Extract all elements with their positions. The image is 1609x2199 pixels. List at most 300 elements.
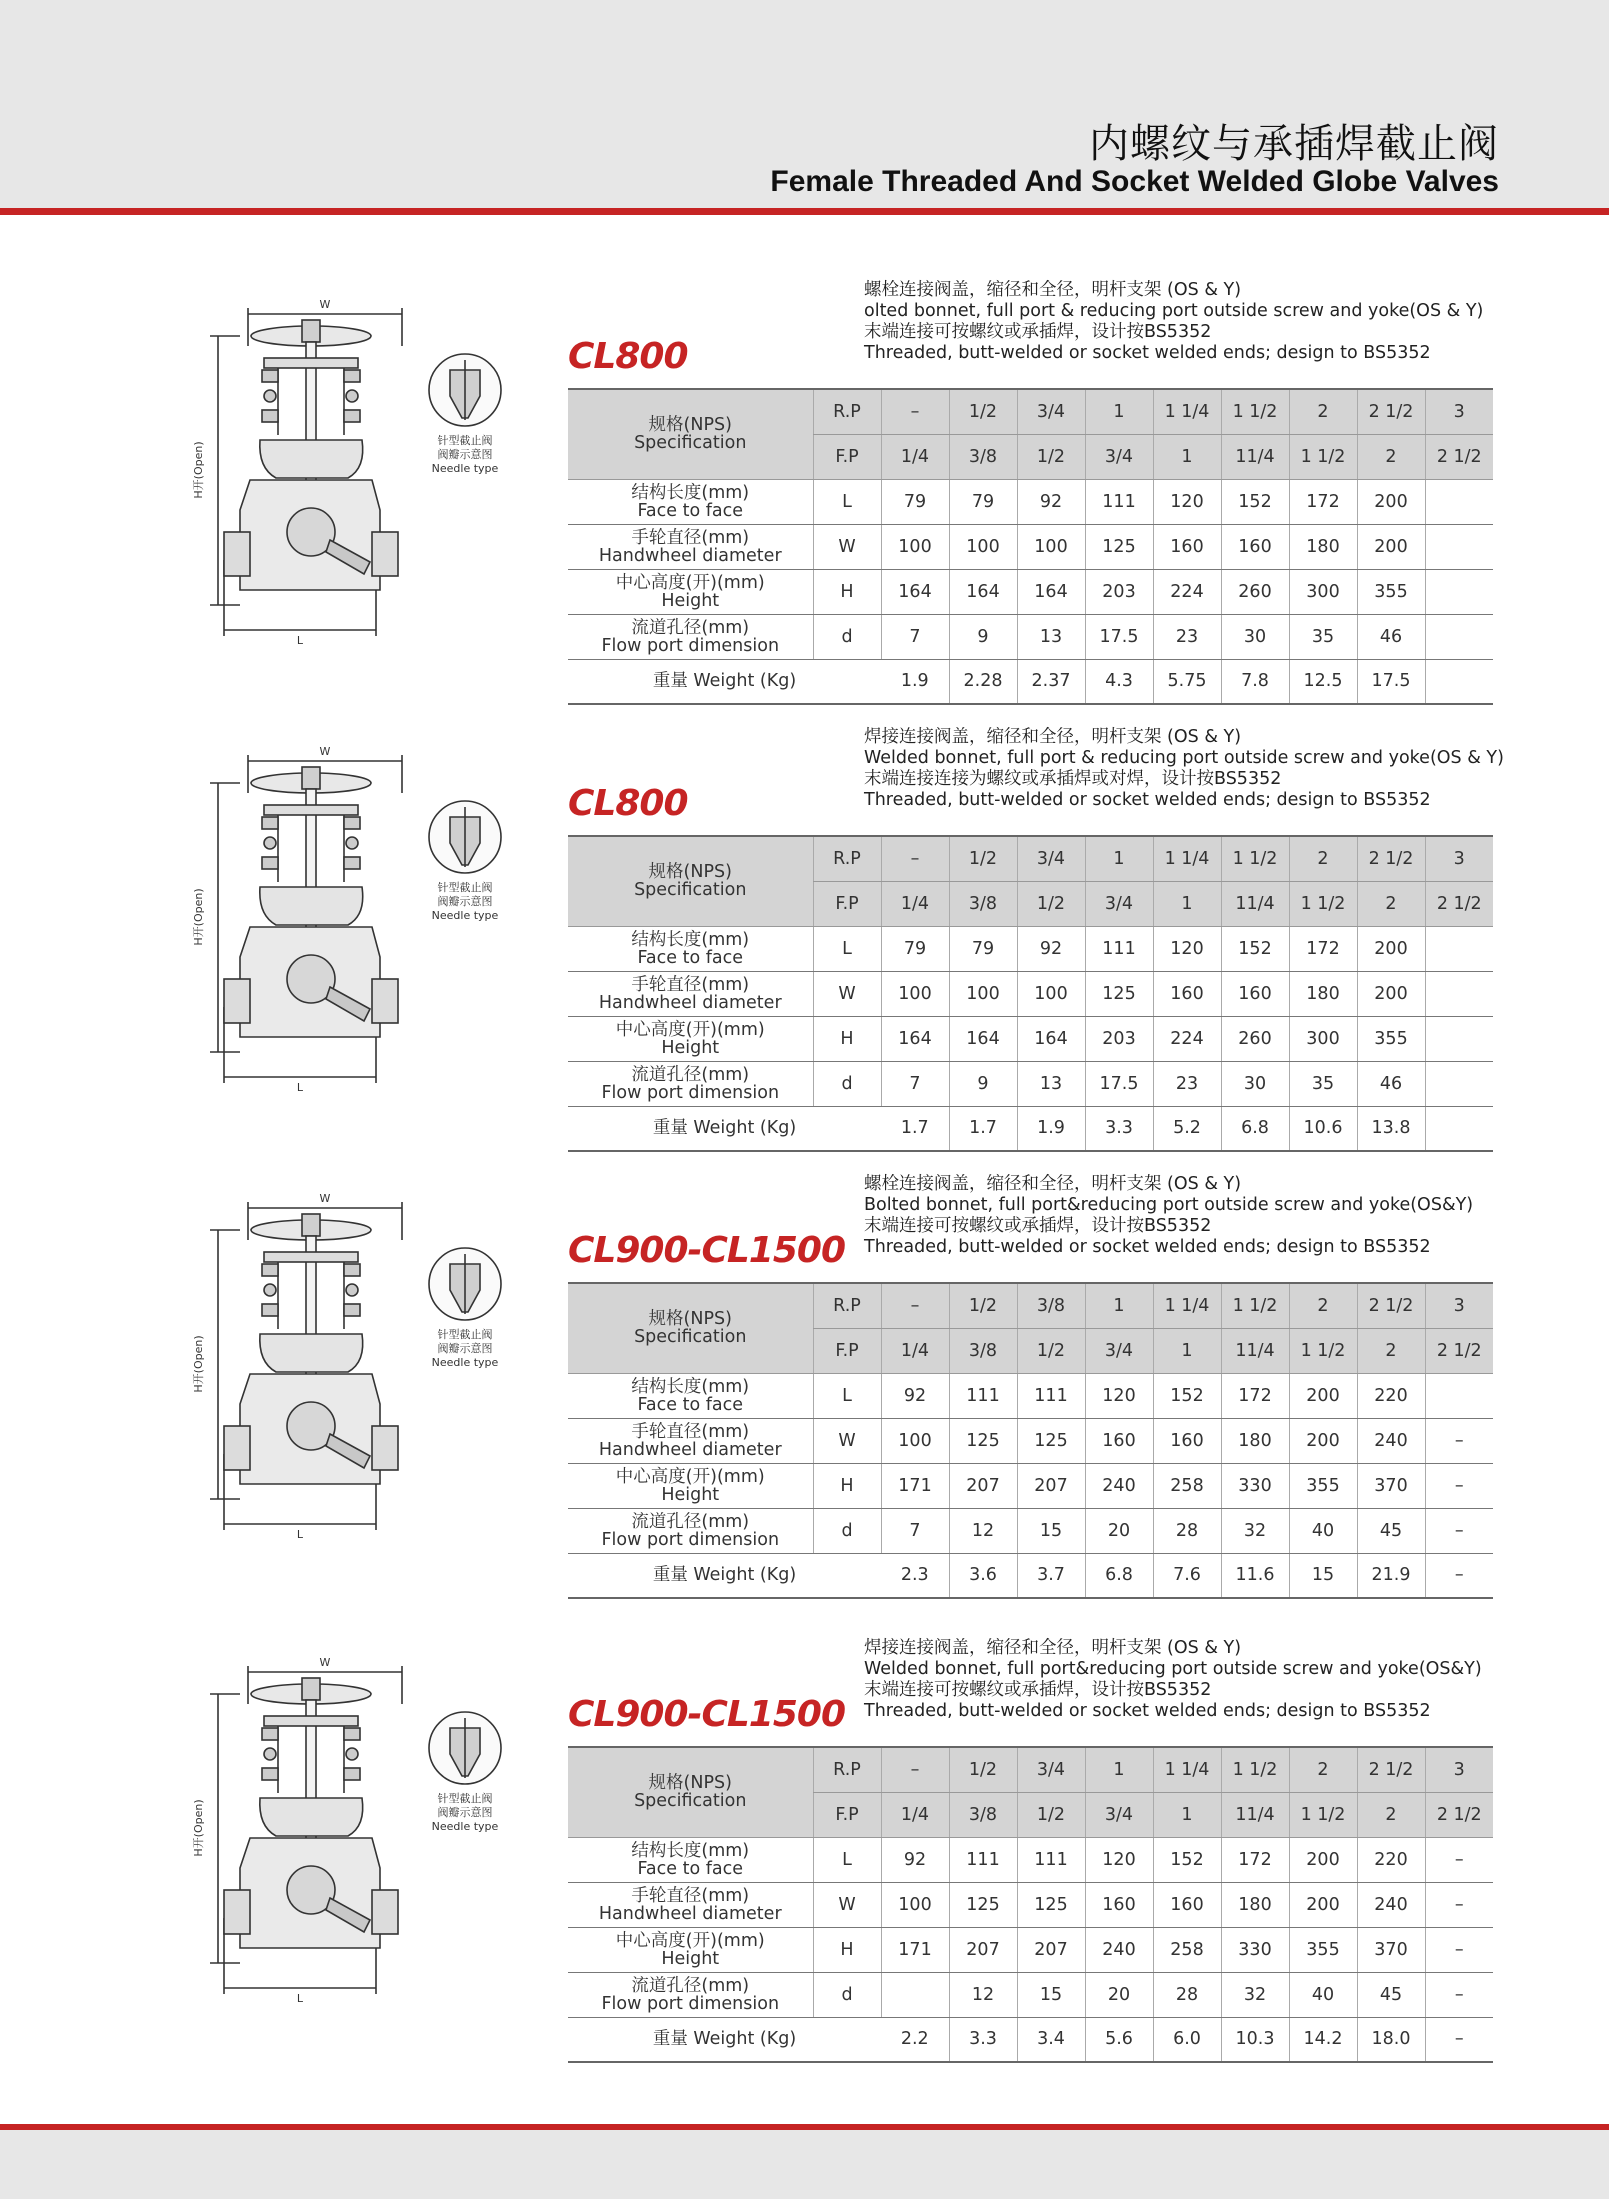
table-cell: 164 xyxy=(881,1016,949,1061)
table-cell: – xyxy=(1425,1463,1493,1508)
table-cell: 15 xyxy=(1017,1508,1085,1553)
table-cell: 1/2 xyxy=(949,1283,1017,1328)
row-code: W xyxy=(813,971,881,1016)
h-dim-label: H开(Open) xyxy=(192,441,205,499)
spec-header-cell xyxy=(568,389,813,479)
description-line: 焊接连接阀盖，缩径和全径，明杆支架 (OS & Y) xyxy=(864,727,1242,747)
table-cell: 3/4 xyxy=(1085,1328,1153,1373)
row-code: H xyxy=(813,569,881,614)
description-line: Threaded, butt-welded or socket welded ends; design to BS5352 xyxy=(864,790,1431,810)
table-cell: 1 1/2 xyxy=(1221,389,1289,434)
table-cell: 1 1/4 xyxy=(1153,1283,1221,1328)
row-label-en: Face to face xyxy=(637,1858,744,1879)
table-cell: 3.3 xyxy=(1085,1106,1153,1151)
table-cell: 1 xyxy=(1085,389,1153,434)
table-cell: 1 xyxy=(1153,1792,1221,1837)
table-cell: 164 xyxy=(1017,569,1085,614)
table-cell: 11/4 xyxy=(1221,1328,1289,1373)
row-code: d xyxy=(813,1508,881,1553)
table-cell: 100 xyxy=(949,971,1017,1016)
table-cell: 164 xyxy=(1017,1016,1085,1061)
spec-header-cell xyxy=(568,1283,813,1373)
table-cell: 160 xyxy=(1085,1882,1153,1927)
row-code: L xyxy=(813,479,881,524)
table-cell: 1/2 xyxy=(1017,434,1085,479)
table-cell: 3 xyxy=(1425,389,1493,434)
valve-drawing-svg xyxy=(180,747,520,1117)
table-row-rp xyxy=(568,836,1493,881)
needle-cn-1: 针型截止阀 xyxy=(437,434,493,447)
table-cell xyxy=(1425,1373,1493,1418)
description-line: olted bonnet, full port & reducing port outside screw and yoke(OS & Y) xyxy=(864,301,1484,321)
table-cell: 28 xyxy=(1153,1972,1221,2017)
table-cell: 120 xyxy=(1153,479,1221,524)
needle-cn-2: 阀瓣示意图 xyxy=(437,895,493,908)
description-line: 末端连接连接为螺纹或承插焊或对焊，设计按BS5352 xyxy=(864,769,1282,789)
table-row xyxy=(568,971,1493,1016)
description-line: Threaded, butt-welded or socket welded ends; design to BS5352 xyxy=(864,1701,1431,1721)
table-cell: 1 1/2 xyxy=(1221,1283,1289,1328)
spec-table xyxy=(568,1282,1493,1599)
row-label-en: Flow port dimension xyxy=(601,1529,780,1550)
table-cell: 6.8 xyxy=(1085,1553,1153,1598)
table-cell: 6.8 xyxy=(1221,1106,1289,1151)
table-cell: – xyxy=(881,389,949,434)
row-label-en: Height xyxy=(661,1948,720,1969)
table-row-rp xyxy=(568,1747,1493,1792)
table-cell: 17.5 xyxy=(1085,1061,1153,1106)
row-code: W xyxy=(813,1882,881,1927)
row-label-cn: 手轮直径(mm) xyxy=(631,1885,750,1906)
table-cell: 152 xyxy=(1221,926,1289,971)
spec-label-cn: 规格(NPS) xyxy=(648,1309,732,1330)
table-cell: 2 1/2 xyxy=(1357,1283,1425,1328)
table-cell: 160 xyxy=(1153,1418,1221,1463)
needle-en: Needle type xyxy=(431,1356,499,1369)
table-cell: 3.7 xyxy=(1017,1553,1085,1598)
table-cell: 240 xyxy=(1357,1418,1425,1463)
h-dim-label: H开(Open) xyxy=(192,1335,205,1393)
table-cell: 1 1/2 xyxy=(1221,836,1289,881)
row-label-cn: 手轮直径(mm) xyxy=(631,527,750,548)
spec-label-cn: 规格(NPS) xyxy=(648,862,732,883)
table-cell: – xyxy=(1425,1553,1493,1598)
rp-label: R.P xyxy=(813,1283,881,1328)
row-code: W xyxy=(813,524,881,569)
row-label-cn: 流道孔径(mm) xyxy=(631,1975,750,1996)
table-cell: 3.4 xyxy=(1017,2017,1085,2062)
table-cell: – xyxy=(1425,1418,1493,1463)
table-cell: 2 xyxy=(1289,389,1357,434)
table-cell: 12.5 xyxy=(1289,659,1357,704)
table-cell: 1 1/2 xyxy=(1289,434,1357,479)
table-cell: 3/8 xyxy=(949,1792,1017,1837)
valve-drawing xyxy=(180,300,520,670)
table-cell: 2 1/2 xyxy=(1425,881,1493,926)
w-dim-label: W xyxy=(319,300,331,311)
l-dim-label: L xyxy=(296,1992,304,2005)
table-cell: 1 1/2 xyxy=(1289,881,1357,926)
table-cell xyxy=(1425,1106,1493,1151)
table-cell: 100 xyxy=(881,524,949,569)
description-line: 末端连接可按螺纹或承插焊，设计按BS5352 xyxy=(864,1216,1212,1236)
table-cell: 180 xyxy=(1289,524,1357,569)
table-cell: 7.8 xyxy=(1221,659,1289,704)
table-cell: 164 xyxy=(949,569,1017,614)
table-cell: 100 xyxy=(1017,524,1085,569)
table-cell: 125 xyxy=(949,1882,1017,1927)
table-cell: 207 xyxy=(949,1927,1017,1972)
row-label xyxy=(568,1373,813,1418)
table-cell: 46 xyxy=(1357,1061,1425,1106)
table-cell: 240 xyxy=(1357,1882,1425,1927)
table-cell: 10.3 xyxy=(1221,2017,1289,2062)
table-cell: 200 xyxy=(1357,971,1425,1016)
table-cell: 111 xyxy=(1017,1373,1085,1418)
needle-cn-1: 针型截止阀 xyxy=(437,1792,493,1805)
table-cell: 200 xyxy=(1289,1418,1357,1463)
table-cell: 11/4 xyxy=(1221,881,1289,926)
h-dim-label: H开(Open) xyxy=(192,1799,205,1857)
table-cell: 160 xyxy=(1221,971,1289,1016)
fp-label: F.P xyxy=(813,1792,881,1837)
needle-cn-2: 阀瓣示意图 xyxy=(437,1806,493,1819)
table-cell: 3/4 xyxy=(1017,389,1085,434)
table-cell: 370 xyxy=(1357,1927,1425,1972)
table-cell: 14.2 xyxy=(1289,2017,1357,2062)
table-cell: 13.8 xyxy=(1357,1106,1425,1151)
table-cell: 3/4 xyxy=(1017,1747,1085,1792)
table-cell: 1/2 xyxy=(949,389,1017,434)
description-line: Threaded, butt-welded or socket welded ends; design to BS5352 xyxy=(864,1237,1431,1257)
table-cell: 260 xyxy=(1221,569,1289,614)
weight-label: 重量 Weight (Kg) xyxy=(568,659,881,704)
table-cell: 3 xyxy=(1425,1283,1493,1328)
table-cell: 220 xyxy=(1357,1373,1425,1418)
l-dim-label: L xyxy=(296,1528,304,1541)
table-cell: 200 xyxy=(1289,1837,1357,1882)
table-cell: 203 xyxy=(1085,1016,1153,1061)
row-label-cn: 中心高度(开)(mm) xyxy=(615,1466,765,1487)
row-label-cn: 结构长度(mm) xyxy=(631,482,750,503)
table-cell: 11/4 xyxy=(1221,434,1289,479)
table-cell: 92 xyxy=(881,1837,949,1882)
table-cell xyxy=(1425,926,1493,971)
row-label-cn: 流道孔径(mm) xyxy=(631,1064,750,1085)
table-cell: 300 xyxy=(1289,1016,1357,1061)
table-cell: 152 xyxy=(1153,1373,1221,1418)
table-cell: 160 xyxy=(1085,1418,1153,1463)
table-cell: 40 xyxy=(1289,1972,1357,2017)
weight-label: 重量 Weight (Kg) xyxy=(568,1553,881,1598)
row-code: d xyxy=(813,1061,881,1106)
table-cell: 180 xyxy=(1221,1882,1289,1927)
table-cell: 92 xyxy=(1017,479,1085,524)
table-cell: 171 xyxy=(881,1463,949,1508)
table-cell: – xyxy=(1425,2017,1493,2062)
row-code: L xyxy=(813,926,881,971)
row-label-en: Handwheel diameter xyxy=(598,1903,782,1924)
table-cell: 1/4 xyxy=(881,1792,949,1837)
w-dim-label: W xyxy=(319,1194,331,1205)
row-label xyxy=(568,1882,813,1927)
table-row xyxy=(568,1463,1493,1508)
row-label xyxy=(568,614,813,659)
table-cell: 370 xyxy=(1357,1463,1425,1508)
table-cell xyxy=(1425,1061,1493,1106)
table-cell: 180 xyxy=(1289,971,1357,1016)
table-cell: 2 xyxy=(1289,1283,1357,1328)
table-cell: 111 xyxy=(949,1837,1017,1882)
table-cell: 23 xyxy=(1153,1061,1221,1106)
table-cell: – xyxy=(881,1747,949,1792)
table-cell: 120 xyxy=(1085,1837,1153,1882)
table-cell: 2 1/2 xyxy=(1357,836,1425,881)
table-cell: 1/2 xyxy=(949,836,1017,881)
l-dim-label: L xyxy=(296,634,304,647)
row-label xyxy=(568,1927,813,1972)
row-label-en: Flow port dimension xyxy=(601,1082,780,1103)
spec-label-en: Specification xyxy=(634,880,747,901)
row-code: H xyxy=(813,1463,881,1508)
section-description xyxy=(864,1174,1473,1258)
table-cell xyxy=(1425,524,1493,569)
table-cell: 260 xyxy=(1221,1016,1289,1061)
table-cell: 1 xyxy=(1153,1328,1221,1373)
row-code: W xyxy=(813,1418,881,1463)
table-cell: 164 xyxy=(949,1016,1017,1061)
table-cell: 13 xyxy=(1017,1061,1085,1106)
needle-cn-2: 阀瓣示意图 xyxy=(437,448,493,461)
spec-table xyxy=(568,1746,1493,2063)
table-cell: 15 xyxy=(1017,1972,1085,2017)
footer-band xyxy=(0,2130,1609,2199)
needle-en: Needle type xyxy=(431,909,499,922)
table-cell: 125 xyxy=(1085,524,1153,569)
table-cell: 152 xyxy=(1153,1837,1221,1882)
table-cell xyxy=(881,1972,949,2017)
table-cell: 111 xyxy=(1085,479,1153,524)
pressure-class-label: CL900-CL1500 xyxy=(568,1694,846,1735)
table-cell: 2.3 xyxy=(881,1553,949,1598)
page-title-cn: 内螺纹与承插焊截止阀 xyxy=(1089,121,1499,167)
row-label xyxy=(568,1837,813,1882)
table-cell: 2 xyxy=(1289,1747,1357,1792)
table-cell: 92 xyxy=(881,1373,949,1418)
table-row xyxy=(568,569,1493,614)
table-cell: 1 1/4 xyxy=(1153,836,1221,881)
description-line: 末端连接可按螺纹或承插焊，设计按BS5352 xyxy=(864,1680,1212,1700)
table-cell: 11/4 xyxy=(1221,1792,1289,1837)
table-cell: 1/2 xyxy=(1017,1328,1085,1373)
valve-drawing-svg xyxy=(180,300,520,670)
table-cell: 100 xyxy=(949,524,1017,569)
table-cell: 30 xyxy=(1221,614,1289,659)
table-cell: 120 xyxy=(1153,926,1221,971)
row-code: L xyxy=(813,1837,881,1882)
table-cell: – xyxy=(1425,1508,1493,1553)
table-cell: 180 xyxy=(1221,1418,1289,1463)
fp-label: F.P xyxy=(813,881,881,926)
row-label-en: Flow port dimension xyxy=(601,1993,780,2014)
table-row-weight xyxy=(568,659,1493,704)
row-label-en: Face to face xyxy=(637,947,744,968)
table-cell: 13 xyxy=(1017,614,1085,659)
table-cell: 1/2 xyxy=(949,1747,1017,1792)
l-dim-label: L xyxy=(296,1081,304,1094)
row-label-cn: 流道孔径(mm) xyxy=(631,1511,750,1532)
spec-table xyxy=(568,835,1493,1152)
table-cell: 7.6 xyxy=(1153,1553,1221,1598)
row-label-en: Face to face xyxy=(637,500,744,521)
table-row-weight xyxy=(568,1553,1493,1598)
row-label xyxy=(568,1016,813,1061)
spec-label-en: Specification xyxy=(634,1791,747,1812)
table-row xyxy=(568,1016,1493,1061)
row-label-cn: 结构长度(mm) xyxy=(631,1376,750,1397)
table-cell: 100 xyxy=(881,1418,949,1463)
table-cell: 32 xyxy=(1221,1972,1289,2017)
table-cell: 1 1/4 xyxy=(1153,1747,1221,1792)
table-cell: 125 xyxy=(1017,1882,1085,1927)
table-cell: 1 1/2 xyxy=(1289,1328,1357,1373)
row-label-en: Height xyxy=(661,1484,720,1505)
table-cell: 200 xyxy=(1357,926,1425,971)
valve-drawing-svg xyxy=(180,1194,520,1564)
table-cell: 46 xyxy=(1357,614,1425,659)
needle-en: Needle type xyxy=(431,462,499,475)
table-cell: 3/8 xyxy=(949,434,1017,479)
table-cell: 3 xyxy=(1425,836,1493,881)
row-code: H xyxy=(813,1016,881,1061)
spec-label-en: Specification xyxy=(634,1327,747,1348)
description-line: 焊接连接阀盖，缩径和全径，明杆支架 (OS & Y) xyxy=(864,1638,1242,1658)
table-cell: 18.0 xyxy=(1357,2017,1425,2062)
table-row xyxy=(568,1972,1493,2017)
row-label xyxy=(568,524,813,569)
table-cell: – xyxy=(1425,1882,1493,1927)
table-cell: 28 xyxy=(1153,1508,1221,1553)
pressure-class-label: CL900-CL1500 xyxy=(568,1230,846,1271)
table-cell: 79 xyxy=(881,926,949,971)
description-line: Welded bonnet, full port & reducing port outside screw and yoke(OS & Y) xyxy=(864,748,1504,768)
table-cell: 9 xyxy=(949,614,1017,659)
description-line: 螺栓连接阀盖，缩径和全径，明杆支架 (OS & Y) xyxy=(864,280,1242,300)
table-cell: 1/2 xyxy=(1017,881,1085,926)
table-cell: 2 xyxy=(1357,881,1425,926)
table-cell: 1 1/2 xyxy=(1289,1792,1357,1837)
row-code: L xyxy=(813,1373,881,1418)
table-cell: 3.6 xyxy=(949,1553,1017,1598)
description-line: Welded bonnet, full port&reducing port outside screw and yoke(OS&Y) xyxy=(864,1659,1482,1679)
table-cell: 3/4 xyxy=(1017,836,1085,881)
table-cell: 125 xyxy=(949,1418,1017,1463)
table-cell: 79 xyxy=(881,479,949,524)
needle-cn-1: 针型截止阀 xyxy=(437,1328,493,1341)
table-row xyxy=(568,926,1493,971)
table-cell: 355 xyxy=(1357,1016,1425,1061)
table-cell: 240 xyxy=(1085,1927,1153,1972)
table-cell: 3/8 xyxy=(949,1328,1017,1373)
row-label-en: Face to face xyxy=(637,1394,744,1415)
row-label-cn: 中心高度(开)(mm) xyxy=(615,572,765,593)
table-cell xyxy=(1425,479,1493,524)
table-cell: 172 xyxy=(1221,1837,1289,1882)
page-title-en: Female Threaded And Socket Welded Globe Valves xyxy=(770,165,1499,198)
row-code: d xyxy=(813,1972,881,2017)
description-line: 末端连接可按螺纹或承插焊，设计按BS5352 xyxy=(864,322,1212,342)
table-row xyxy=(568,614,1493,659)
table-cell: 207 xyxy=(949,1463,1017,1508)
h-dim-label: H开(Open) xyxy=(192,888,205,946)
table-cell: 1 xyxy=(1085,1283,1153,1328)
table-cell: 3 xyxy=(1425,1747,1493,1792)
table-cell: 160 xyxy=(1153,1882,1221,1927)
table-cell: 12 xyxy=(949,1508,1017,1553)
row-label xyxy=(568,971,813,1016)
table-cell: 100 xyxy=(1017,971,1085,1016)
table-cell: 1 xyxy=(1153,881,1221,926)
w-dim-label: W xyxy=(319,747,331,758)
table-row xyxy=(568,1508,1493,1553)
row-label-cn: 结构长度(mm) xyxy=(631,929,750,950)
table-cell: 30 xyxy=(1221,1061,1289,1106)
table-cell: 2 1/2 xyxy=(1425,434,1493,479)
table-cell: 355 xyxy=(1289,1927,1357,1972)
valve-drawing xyxy=(180,1658,520,2028)
table-cell: 172 xyxy=(1289,479,1357,524)
table-cell: 125 xyxy=(1085,971,1153,1016)
table-cell: 355 xyxy=(1357,569,1425,614)
description-line: Threaded, butt-welded or socket welded ends; design to BS5352 xyxy=(864,343,1431,363)
valve-drawing xyxy=(180,1194,520,1564)
table-cell: 200 xyxy=(1357,524,1425,569)
spec-header-cell xyxy=(568,1747,813,1837)
row-label xyxy=(568,479,813,524)
table-cell: 120 xyxy=(1085,1373,1153,1418)
row-label xyxy=(568,1463,813,1508)
row-label xyxy=(568,1061,813,1106)
row-code: d xyxy=(813,614,881,659)
table-cell: 171 xyxy=(881,1927,949,1972)
w-dim-label: W xyxy=(319,1658,331,1669)
table-cell: 40 xyxy=(1289,1508,1357,1553)
table-cell: 35 xyxy=(1289,614,1357,659)
table-cell: 11.6 xyxy=(1221,1553,1289,1598)
table-cell: 5.2 xyxy=(1153,1106,1221,1151)
table-cell: 164 xyxy=(881,569,949,614)
table-cell: 224 xyxy=(1153,569,1221,614)
spec-header-cell xyxy=(568,836,813,926)
table-cell: 2 xyxy=(1357,1792,1425,1837)
table-cell: 111 xyxy=(1085,926,1153,971)
table-cell: 2 xyxy=(1289,836,1357,881)
table-cell: 1.7 xyxy=(881,1106,949,1151)
table-cell: 207 xyxy=(1017,1927,1085,1972)
table-cell: 2.37 xyxy=(1017,659,1085,704)
row-label-en: Flow port dimension xyxy=(601,635,780,656)
row-label-cn: 流道孔径(mm) xyxy=(631,617,750,638)
table-cell: – xyxy=(1425,1972,1493,2017)
pressure-class-label: CL800 xyxy=(568,783,688,824)
table-cell: 1.7 xyxy=(949,1106,1017,1151)
table-cell xyxy=(1425,1016,1493,1061)
table-row xyxy=(568,1927,1493,1972)
table-cell: 21.9 xyxy=(1357,1553,1425,1598)
table-cell: 79 xyxy=(949,479,1017,524)
row-label-en: Height xyxy=(661,590,720,611)
rp-label: R.P xyxy=(813,836,881,881)
